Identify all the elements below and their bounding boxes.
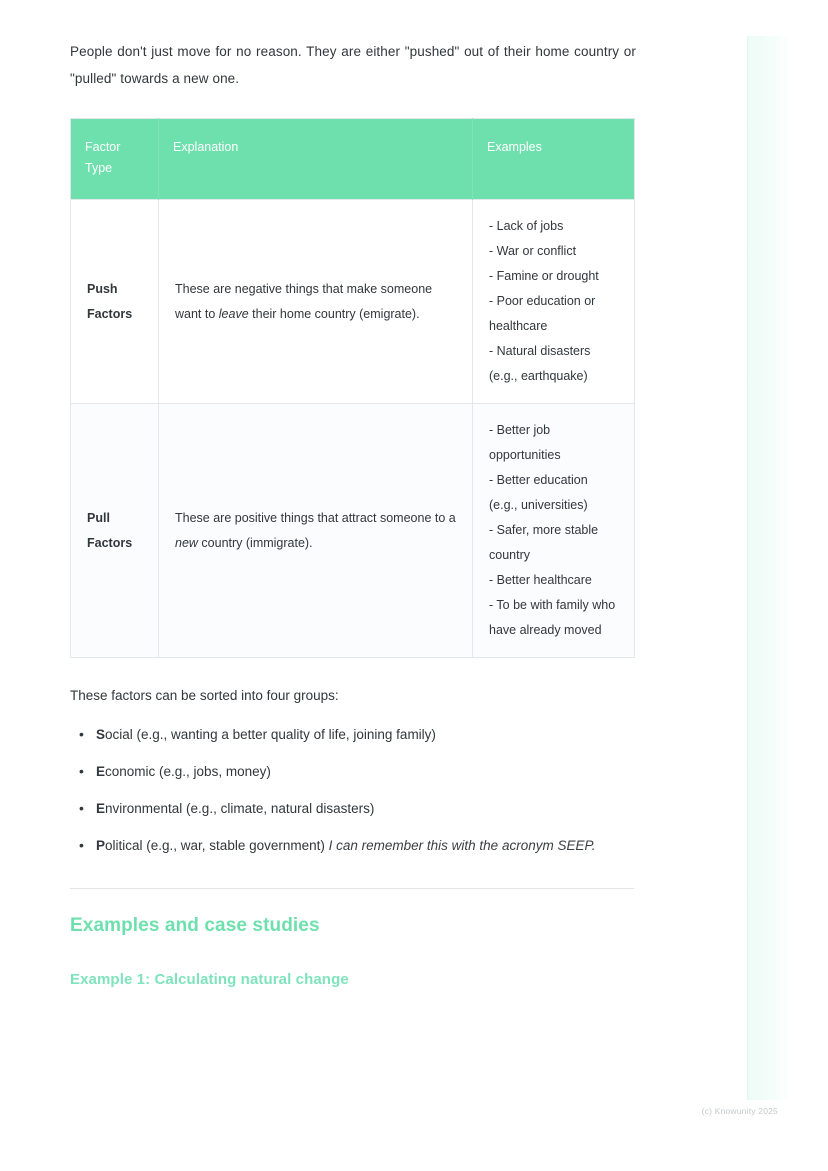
list-item <box>96 833 636 858</box>
groups-lead-text: These factors can be sorted into four groups: <box>70 688 339 703</box>
section-divider <box>70 888 634 889</box>
example-item: - Lack of jobs <box>489 219 564 233</box>
example-title: Example 1: Calculating natural change <box>70 971 349 988</box>
explanation-text-after: their home country (emigrate). <box>248 306 420 321</box>
column-header-factor-type: Factor Type <box>71 119 159 200</box>
list-item <box>96 759 636 784</box>
cell-factor-type: Pull Factors <box>71 404 159 658</box>
column-header-examples: Examples <box>473 119 635 200</box>
group-text: olitical (e.g., war, stable government) <box>105 838 329 853</box>
example-item: - Safer, more stable country <box>489 523 599 562</box>
cell-examples <box>473 200 635 404</box>
explanation-text-before: These are positive things that attract someone to a <box>175 510 456 525</box>
explanation-text-before: These are negative things that make someone want to <box>175 281 433 321</box>
group-initial: E <box>96 764 106 779</box>
group-text: conomic (e.g., jobs, money) <box>105 764 271 779</box>
cell-factor-type: Push Factors <box>71 200 159 404</box>
example-item: - Natural disasters (e.g., earthquake) <box>489 344 591 383</box>
groups-list <box>70 722 636 858</box>
example-item: - To be with family who have already moved <box>489 598 616 637</box>
intro-paragraph: People don't just move for no reason. They are either "pushed" out of their home country or "pulled" towards a new one. <box>70 44 636 86</box>
right-decorative-panel <box>747 36 790 1100</box>
cell-explanation <box>159 200 473 404</box>
example-item: - Better education (e.g., universities) <box>489 473 588 512</box>
cell-explanation <box>159 404 473 658</box>
example-item: - Poor education or healthcare <box>489 294 596 333</box>
explanation-keyword: leave <box>218 306 249 321</box>
copyright-notice: (c) Knowunity 2025 <box>701 1106 778 1116</box>
list-item <box>96 796 636 821</box>
table-row <box>71 200 635 404</box>
table-header-row <box>71 119 635 200</box>
list-item <box>96 722 636 747</box>
group-initial: E <box>96 801 106 816</box>
explanation-keyword: new <box>175 535 198 550</box>
group-initial: P <box>96 838 106 853</box>
example-item: - Famine or drought <box>489 269 599 283</box>
group-initial: S <box>96 727 106 742</box>
section-title: Examples and case studies <box>70 915 320 936</box>
explanation-text-after: country (immigrate). <box>197 535 313 550</box>
cell-examples <box>473 404 635 658</box>
push-pull-factors-table <box>70 118 635 658</box>
column-header-explanation: Explanation <box>159 119 473 200</box>
group-note: I can remember this with the acronym SEEP. <box>328 838 596 853</box>
table-row <box>71 404 635 658</box>
group-text: ocial (e.g., wanting a better quality of life, joining family) <box>105 727 436 742</box>
example-item: - Better job opportunities <box>489 423 561 462</box>
example-item: - War or conflict <box>489 244 577 258</box>
example-item: - Better healthcare <box>489 573 592 587</box>
group-text: nvironmental (e.g., climate, natural disasters) <box>105 801 375 816</box>
document-content <box>70 38 636 988</box>
